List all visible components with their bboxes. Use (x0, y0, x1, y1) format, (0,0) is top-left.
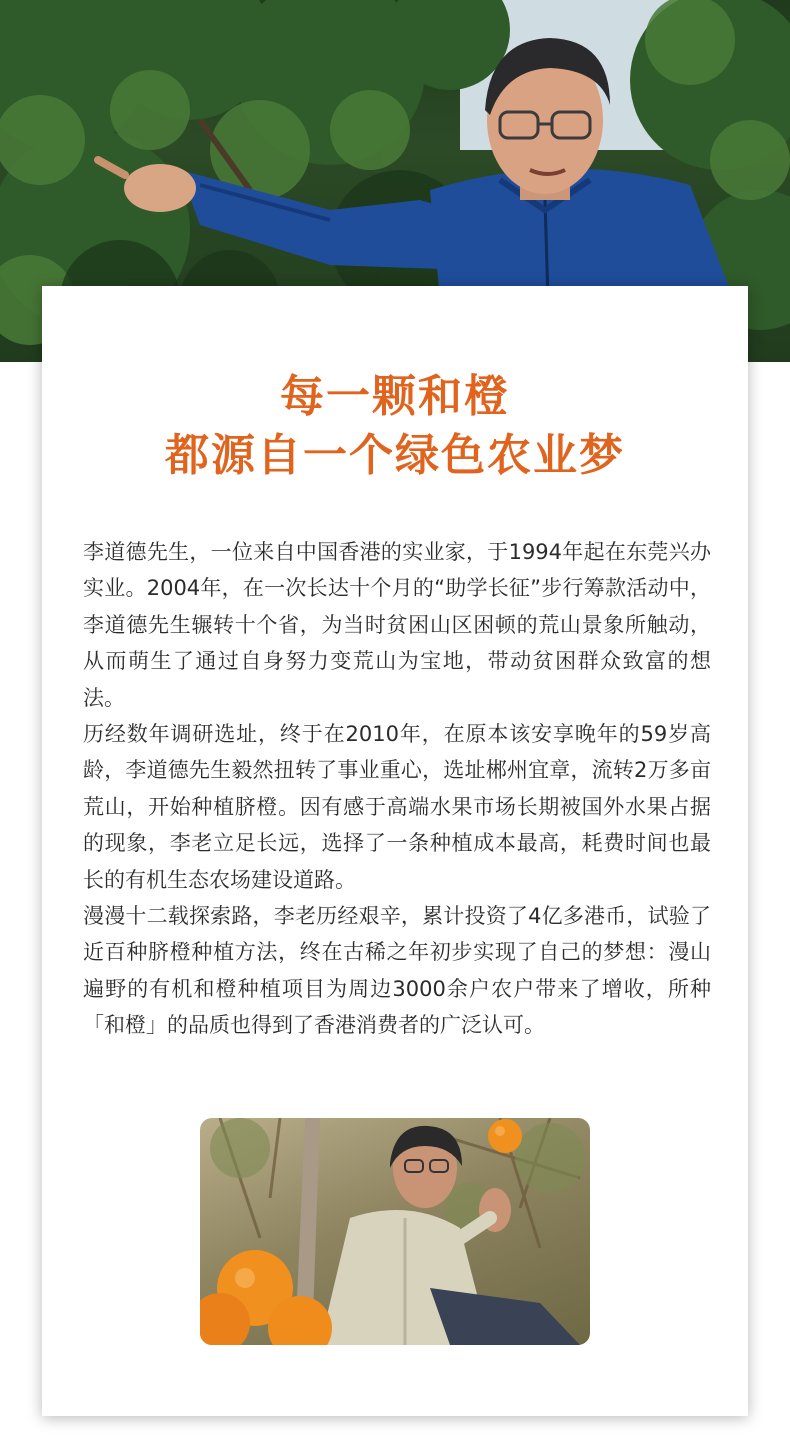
juggling-oranges-illustration (200, 1118, 590, 1345)
content-card (42, 286, 748, 1416)
founder-photo (200, 1118, 590, 1345)
paragraph-3: 漫漫十二载探索路，李老历经艰辛，累计投资了4亿多港币，试验了近百种脐橙种植方法，终在古稀之年初步实现了自己的梦想：漫山遍野的有机和橙种植项目为周边3000余户农户带来了增收，所种「和橙」的品质也得到了香港消费者的广泛认可。 (83, 904, 711, 1038)
story-text (83, 534, 711, 1044)
page-title-line-1: 每一颗和橙 (280, 371, 510, 422)
paragraph-1: 李道德先生，一位来自中国香港的实业家，于1994年起在东莞兴办实业。2004年，在一次长达十个月的“助学长征”步行筹款活动中，李道德先生辗转十个省，为当时贫困山区困顿的荒山景象所触动，从而萌生了通过自身努力变荒山为宝地，带动贫困群众致富的想法。 (83, 540, 711, 710)
paragraph-2: 历经数年调研选址，终于在2010年，在原本该安享晚年的59岁高龄，李道德先生毅然扭转了事业重心，选址郴州宜章，流转2万多亩荒山，开始种植脐橙。因有感于高端水果市场长期被国外水果占据的现象，李老立足长远，选择了一条种植成本最高，耗费时间也最长的有机生态农场建设道路。 (83, 722, 711, 892)
page-title-line-2: 都源自一个绿色农业梦 (165, 430, 625, 481)
